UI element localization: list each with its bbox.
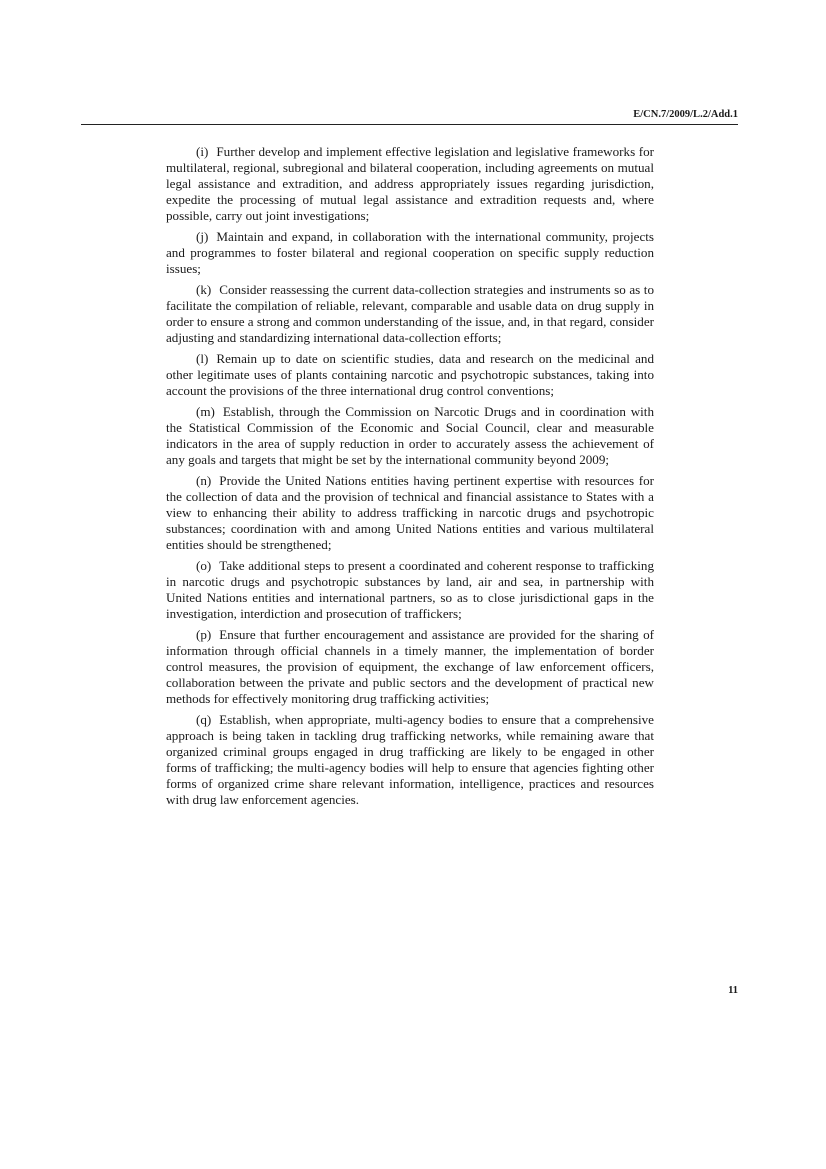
paragraph-n <box>166 473 654 553</box>
paragraph-label: (m) <box>196 404 215 419</box>
paragraph-label: (p) <box>196 627 212 642</box>
page-number: 11 <box>728 985 738 996</box>
paragraph-text: Consider reassessing the current data-collection strategies and instruments so as to facilitate the compilation of reliable, relevant, comparable and usable data on drug supply in order to ensure a strong and common understanding of the issue, and, in that regard, consider adjusting and standardizing international data-collection efforts; <box>166 282 654 345</box>
paragraph-m <box>166 404 654 468</box>
paragraph-text: Remain up to date on scientific studies, data and research on the medicinal and other legitimate uses of plants containing narcotic and psychotropic substances, taking into account the provisions of the three international drug control conventions; <box>166 351 654 398</box>
paragraph-text: Provide the United Nations entities having pertinent expertise with resources for the collection of data and the provision of technical and financial assistance to States with a view to enhancing their ability to address trafficking in narcotic drugs and psychotropic substances; coordination with and among United Nations entities and various multilateral entities should be strengthened; <box>166 473 654 552</box>
paragraph-label: (o) <box>196 558 212 573</box>
document-symbol: E/CN.7/2009/L.2/Add.1 <box>633 109 738 120</box>
paragraph-label: (k) <box>196 282 212 297</box>
paragraph-label: (n) <box>196 473 212 488</box>
paragraph-q <box>166 712 654 808</box>
paragraph-o <box>166 558 654 622</box>
paragraph-label: (q) <box>196 712 212 727</box>
paragraph-k <box>166 282 654 346</box>
document-body <box>166 144 654 813</box>
paragraph-j <box>166 229 654 277</box>
paragraph-text: Establish, when appropriate, multi-agency bodies to ensure that a comprehensive approach is being taken in tackling drug trafficking networks, while remaining aware that organized criminal groups engaged in drug trafficking are likely to be engaged in other forms of trafficking; the multi-agency bodies will help to ensure that agencies fighting other forms of organized crime share relevant information, intelligence, practices and resources with drug law enforcement agencies. <box>166 712 654 807</box>
paragraph-text: Maintain and expand, in collaboration with the international community, projects and programmes to foster bilateral and regional cooperation on specific supply reduction issues; <box>166 229 654 276</box>
paragraph-p <box>166 627 654 707</box>
paragraph-text: Take additional steps to present a coordinated and coherent response to trafficking in narcotic drugs and psychotropic substances by land, air and sea, in partnership with United Nations entities and international partners, so as to close jurisdictional gaps in the investigation, interdiction and prosecution of traffickers; <box>166 558 654 621</box>
paragraph-i <box>166 144 654 224</box>
paragraph-text: Establish, through the Commission on Narcotic Drugs and in coordination with the Statistical Commission of the Economic and Social Council, clear and measurable indicators in the area of supply reduction in order to accurately assess the achievement of any goals and targets that might be set by the international community beyond 2009; <box>166 404 654 467</box>
paragraph-label: (i) <box>196 144 209 159</box>
paragraph-label: (l) <box>196 351 209 366</box>
header-rule <box>81 124 738 125</box>
paragraph-label: (j) <box>196 229 209 244</box>
paragraph-text: Further develop and implement effective legislation and legislative frameworks for multilateral, regional, subregional and bilateral cooperation, including agreements on mutual legal assistance and extradition, and address appropriately issues regarding jurisdiction, expedite the processing of mutual legal assistance and extradition requests and, where possible, carry out joint investigations; <box>166 144 654 223</box>
paragraph-l <box>166 351 654 399</box>
paragraph-text: Ensure that further encouragement and assistance are provided for the sharing of information through official channels in a timely manner, the implementation of border control measures, the provision of equipment, the exchange of law enforcement officers, collaboration between the private and public sectors and the development of practical new methods for effectively monitoring drug trafficking activities; <box>166 627 654 706</box>
